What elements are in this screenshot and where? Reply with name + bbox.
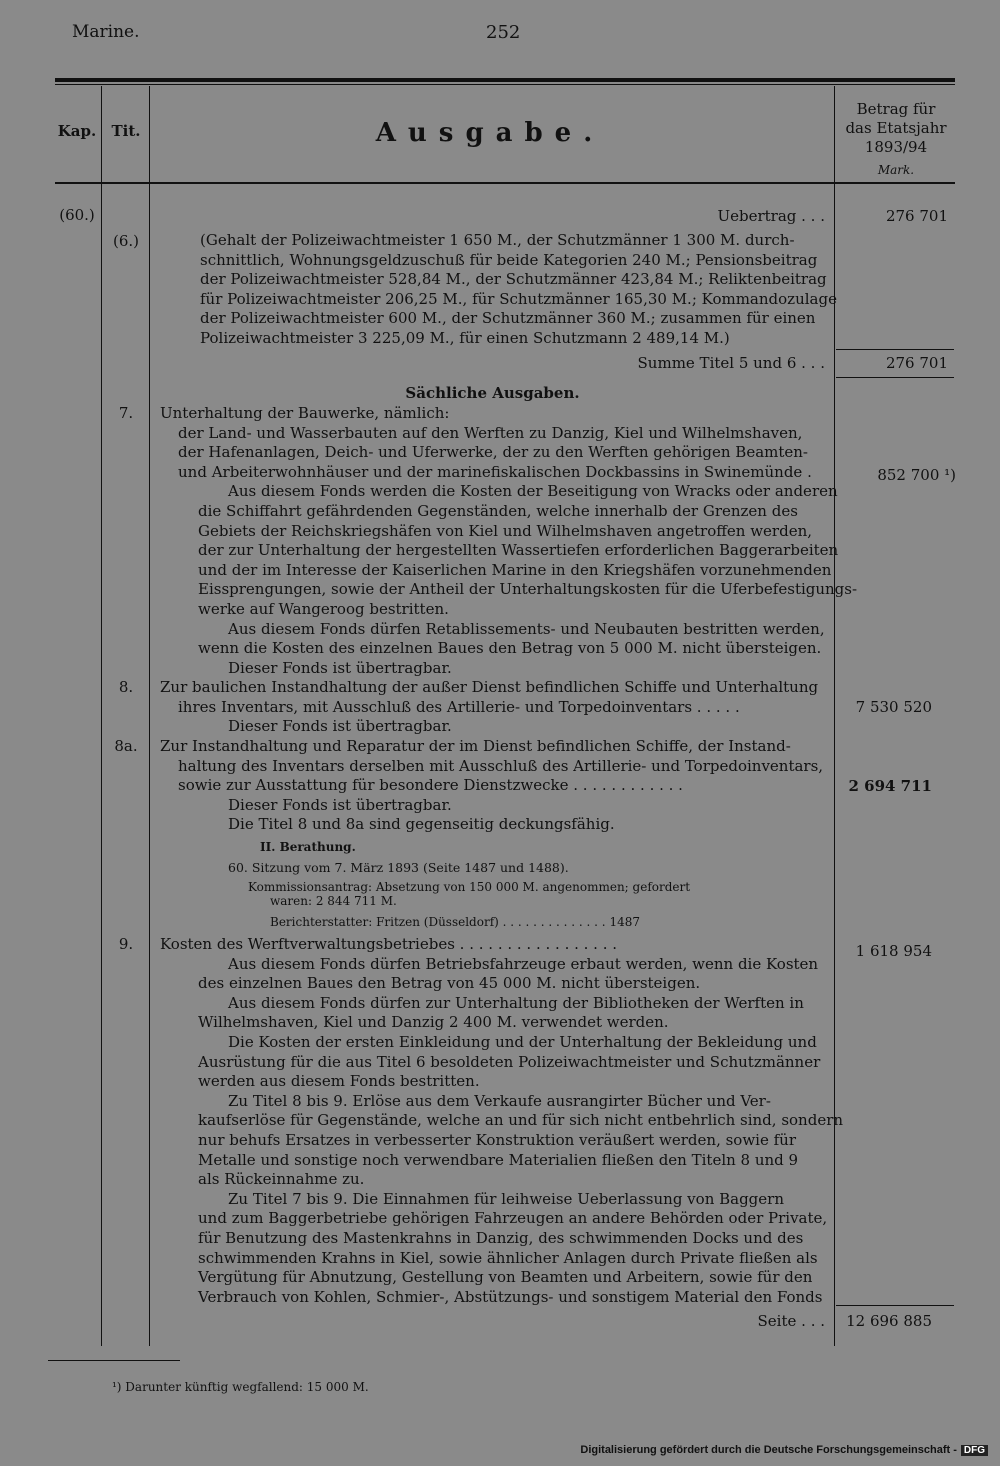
seite-label: Seite . . .: [757, 1312, 825, 1330]
sum-rule-bottom: [836, 377, 954, 378]
column-header-kap: Kap.: [57, 122, 97, 140]
column-header-ausgabe: Ausgabe.: [375, 118, 605, 148]
betrag-line-1: Betrag für: [856, 100, 936, 118]
tit-number: 8a.: [114, 737, 138, 755]
text-line: Zu Titel 7 bis 9. Die Einnahmen für leihweise Ueberlassung von Baggern: [228, 1189, 784, 1208]
text-line: für Benutzung des Mastenkrahns in Danzig, des schwimmenden Docks und des: [198, 1228, 804, 1247]
text-line: Unterhaltung der Bauwerke, nämlich:: [160, 404, 450, 422]
tit9-text: [160, 935, 843, 1307]
text-line: ihres Inventars, mit Ausschluß des Artillerie- und Torpedoinventars . . . . .: [178, 697, 740, 716]
text-line: für Polizeiwachtmeister 206,25 M., für Schutzmänner 165,30 M.; Kommandozulage: [200, 289, 837, 308]
text-line: kaufserlöse für Gegenstände, welche an und für sich nicht entbehrlich sind, sondern: [198, 1111, 844, 1130]
text-line: Zur baulichen Instandhaltung der außer Dienst befindlichen Schiffe und Unterhaltung: [160, 678, 819, 696]
text-line: Aus diesem Fonds dürfen Retablissements- und Neubauten bestritten werden,: [228, 619, 825, 638]
text-line: werden aus diesem Fonds bestritten.: [198, 1072, 480, 1091]
betrag-line-3: 1893/94: [864, 138, 928, 156]
text-line: Die Titel 8 und 8a sind gegenseitig deckungsfähig.: [228, 815, 615, 834]
text-line: als Rückeinnahme zu.: [198, 1170, 365, 1189]
tit8a-text: [160, 737, 823, 835]
text-line: sowie zur Ausstattung für besondere Dienstzwecke . . . . . . . . . . . .: [178, 776, 683, 795]
seite-amount: 12 696 885: [846, 1312, 932, 1330]
text-line: Vergütung für Abnutzung, Gestellung von Beamten und Arbeitern, sowie für den: [198, 1268, 813, 1287]
beratung-line: 60. Sitzung vom 7. März 1893 (Seite 1487 und 1488).: [228, 860, 569, 875]
column-header-betrag: [836, 100, 956, 157]
text-line: der Polizeiwachtmeister 528,84 M., der Schutzmänner 423,84 M.; Reliktenbeitrag: [200, 270, 827, 289]
text-line: Polizeiwachtmeister 3 225,09 M., für einen Schutzmann 2 489,14 M.): [200, 328, 730, 347]
text-line: Dieser Fonds ist übertragbar.: [228, 717, 452, 736]
text-line: der Land- und Wasserbauten auf den Werften zu Danzig, Kiel und Wilhelmshaven,: [178, 423, 803, 442]
column-header-mark: Mark.: [877, 163, 915, 177]
credit-text: Digitalisierung gefördert durch die Deutsche Forschungsgemeinschaft -: [580, 1444, 957, 1456]
summe-label: Summe Titel 5 und 6 . . .: [637, 354, 825, 372]
uebertrag-amount: 276 701: [885, 207, 948, 225]
text-line: Zu Titel 8 bis 9. Erlöse aus dem Verkaufe ausrangirter Bücher und Ver-: [228, 1091, 771, 1110]
text-line: Wilhelmshaven, Kiel und Danzig 2 400 M. verwendet werden.: [198, 1013, 669, 1032]
beratung-line: waren: 2 844 711 M.: [270, 894, 397, 908]
section-heading: Sächliche Ausgaben.: [405, 384, 580, 402]
text-line: wenn die Kosten des einzelnen Baues den Betrag von 5 000 M. nicht übersteigen.: [198, 639, 822, 658]
column-header-tit: Tit.: [111, 122, 141, 140]
text-line: haltung des Inventars derselben mit Ausschluß des Artillerie- und Torpedoinventars,: [178, 756, 824, 775]
tit7-text: [160, 404, 857, 678]
tit9-amount: 1 618 954: [855, 942, 932, 960]
header-rule: [55, 182, 955, 184]
top-rule-thin: [55, 84, 955, 85]
dfg-logo: DFG: [961, 1445, 988, 1456]
sum-rule: [836, 349, 954, 350]
text-line: des einzelnen Baues den Betrag von 45 000 M. nicht übersteigen.: [198, 974, 701, 993]
top-rule: [55, 78, 955, 82]
total-rule: [836, 1305, 954, 1306]
text-line: Aus diesem Fonds dürfen Betriebsfahrzeuge erbaut werden, wenn die Kosten: [228, 954, 819, 973]
running-head: Marine.: [72, 22, 140, 42]
text-line: der zur Unterhaltung der hergestellten Wassertiefen erforderlichen Baggerarbeiten: [198, 541, 839, 560]
tit-number: 9.: [118, 935, 134, 953]
text-line: Aus diesem Fonds dürfen zur Unterhaltung der Bibliotheken der Werften in: [228, 993, 804, 1012]
kap-number: (60.): [59, 206, 95, 224]
text-line: und Arbeiterwohnhäuser und der marinefiskalischen Dockbassins in Swinemünde .: [178, 462, 812, 481]
page-number: 252: [486, 22, 521, 43]
column-rule-tit: [149, 86, 150, 1346]
text-line: Eissprengungen, sowie der Antheil der Unterhaltungskosten für die Uferbefestigungs-: [198, 580, 858, 599]
beratung-line: Berichterstatter: Fritzen (Düsseldorf) . . . . . . . . . . . . . . 1487: [270, 915, 640, 929]
text-line: Dieser Fonds ist übertragbar.: [228, 658, 452, 677]
beratung-line: Kommissionsantrag: Absetzung von 150 000 M. angenommen; gefordert: [248, 880, 691, 894]
beratung-heading: II. Berathung.: [260, 840, 356, 854]
tit-number: 8.: [118, 678, 134, 696]
text-line: der Hafenanlagen, Deich- und Uferwerke, der zu den Werften gehörigen Beamten-: [178, 443, 808, 462]
tit8a-amount: 2 694 711: [848, 777, 932, 795]
footnote-rule: [48, 1360, 180, 1361]
text-line: und zum Baggerbetriebe gehörigen Fahrzeugen an andere Behörden oder Private,: [198, 1209, 828, 1228]
text-line: werke auf Wangeroog bestritten.: [198, 599, 449, 618]
tit6-text: [200, 231, 837, 349]
uebertrag-label: Uebertrag . . .: [717, 207, 825, 225]
text-line: Zur Instandhaltung und Reparatur der im Dienst befindlichen Schiffe, der Instand-: [160, 737, 791, 755]
text-line: und der im Interesse der Kaiserlichen Marine in den Kriegshäfen vorzunehmenden: [198, 560, 832, 579]
text-line: Kosten des Werftverwaltungsbetriebes . . . . . . . . . . . . . . . . .: [160, 935, 618, 953]
text-line: Aus diesem Fonds werden die Kosten der Beseitigung von Wracks oder anderen: [228, 482, 838, 501]
tit8-amount: 7 530 520: [855, 698, 932, 716]
text-line: der Polizeiwachtmeister 600 M., der Schutzmänner 360 M.; zusammen für einen: [200, 309, 816, 328]
text-line: nur behufs Ersatzes in verbesserter Konstruktion veräußert werden, sowie für: [198, 1130, 796, 1149]
footnote: ¹) Darunter künftig wegfallend: 15 000 M.: [112, 1380, 369, 1394]
text-line: Metalle und sonstige noch verwendbare Materialien fließen den Titeln 8 und 9: [198, 1150, 799, 1169]
betrag-line-2: das Etatsjahr: [845, 119, 947, 137]
text-line: Dieser Fonds ist übertragbar.: [228, 795, 452, 814]
text-line: die Schiffahrt gefährdenden Gegenständen, welche innerhalb der Grenzen des: [198, 501, 798, 520]
text-line: schwimmenden Krahns in Kiel, sowie ähnlicher Anlagen durch Private fließen als: [198, 1248, 818, 1267]
digitization-credit: [580, 1444, 988, 1456]
text-line: Gebiets der Reichskriegshäfen von Kiel und Wilhelmshaven angetroffen werden,: [198, 521, 812, 540]
summe-amount: 276 701: [885, 354, 948, 372]
text-line: Die Kosten der ersten Einkleidung und der Unterhaltung der Bekleidung und: [228, 1032, 817, 1051]
tit8-text: [160, 678, 818, 737]
tit-number: 7.: [118, 404, 134, 422]
column-rule-kap: [101, 86, 102, 1346]
tit7-amount: 852 700 ¹): [877, 466, 956, 484]
tit-number: (6.): [112, 232, 139, 250]
text-line: Ausrüstung für die aus Titel 6 besoldeten Polizeiwachtmeister und Schutzmänner: [198, 1052, 821, 1071]
text-line: schnittlich, Wohnungsgeldzuschuß für beide Kategorien 240 M.; Pensionsbeitrag: [200, 250, 818, 269]
text-line: (Gehalt der Polizeiwachtmeister 1 650 M., der Schutzmänner 1 300 M. durch-: [200, 231, 795, 249]
text-line: Verbrauch von Kohlen, Schmier-, Abstützungs- und sonstigem Material den Fonds: [198, 1287, 823, 1306]
